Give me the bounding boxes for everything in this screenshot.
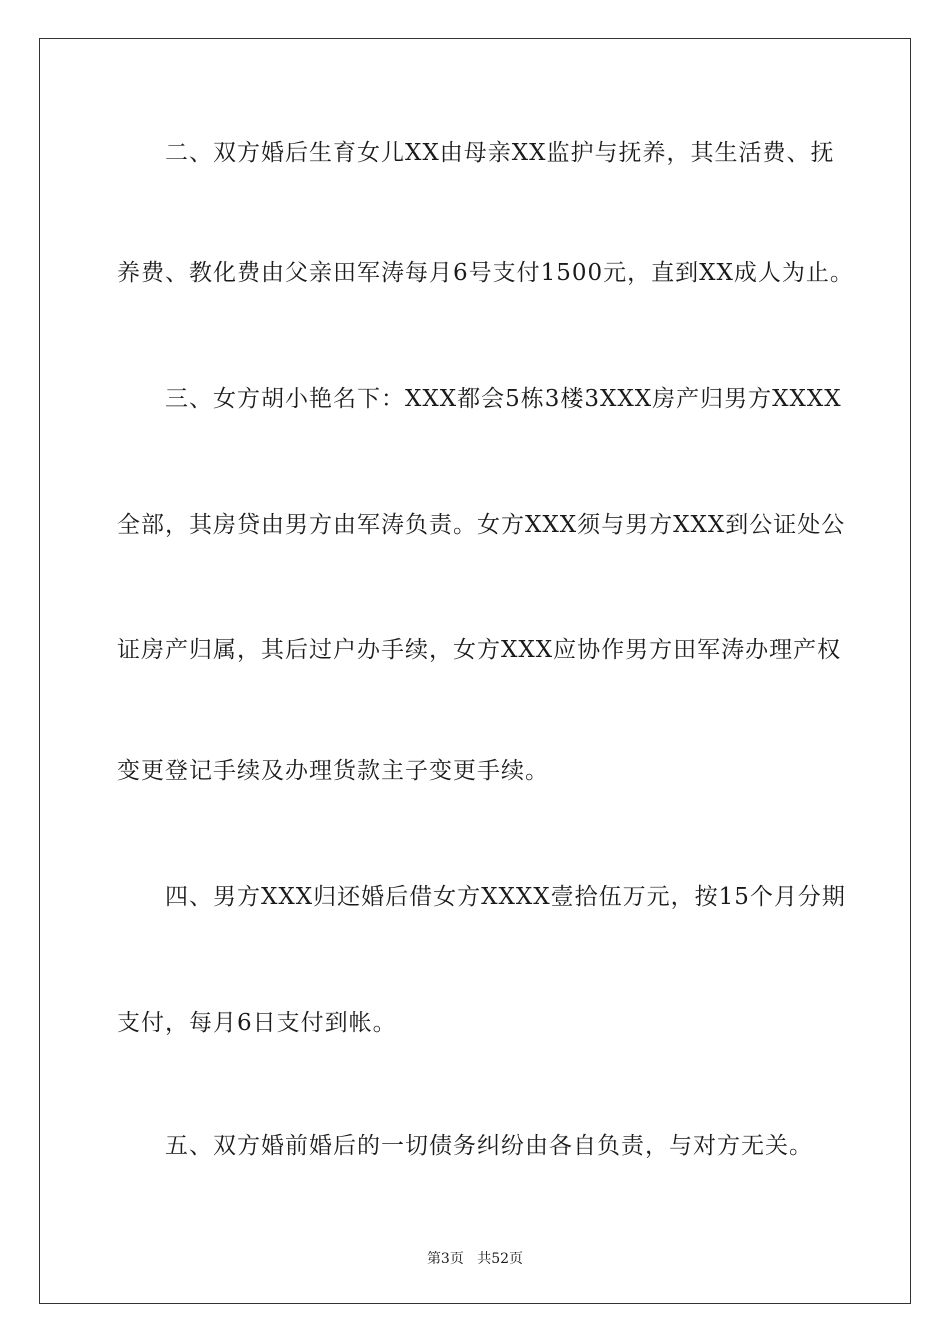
page-total: 共52页: [477, 1251, 524, 1267]
page-border: [39, 38, 911, 1304]
paragraph-4-line-2: 支付，每月6日支付到帐。: [117, 1010, 397, 1036]
paragraph-3-line-4: 变更登记手续及办理货款主子变更手续。: [117, 758, 549, 784]
page-number: 第3页: [426, 1251, 464, 1267]
paragraph-3-line-1: 三、女方胡小艳名下：XXX都会5栋3楼3XXX房产归男方XXXX: [165, 386, 842, 412]
paragraph-5-line-1: 五、双方婚前婚后的一切债务纠纷由各自负责，与对方无关。: [165, 1133, 813, 1159]
paragraph-4-line-1: 四、男方XXX归还婚后借女方XXXX壹拾伍万元，按15个月分期: [165, 884, 846, 910]
paragraph-2-line-2: 养费、教化费由父亲田军涛每月6号支付1500元，直到XX成人为止。: [117, 260, 854, 286]
paragraph-3-line-3: 证房产归属，其后过户办手续，女方XXX应协作男方田军涛办理产权: [117, 637, 842, 663]
page-footer: [0, 1248, 950, 1268]
paragraph-2-line-1: 二、双方婚后生育女儿XX由母亲XX监护与抚养，其生活费、抚: [165, 140, 835, 166]
paragraph-3-line-2: 全部，其房贷由男方由军涛负责。女方XXX须与男方XXX到公证处公: [117, 512, 846, 538]
